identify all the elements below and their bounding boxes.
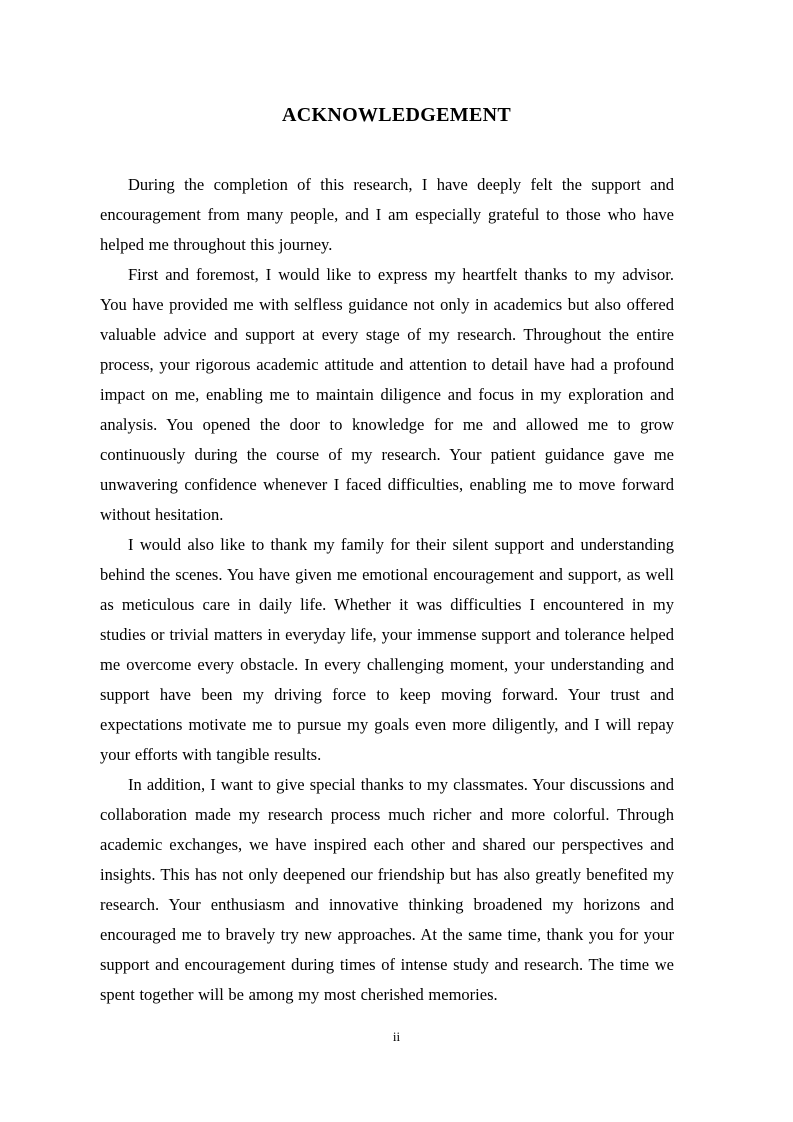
page-number: ii xyxy=(392,1029,401,1044)
paragraph-advisor: First and foremost, I would like to express my heartfelt thanks to my advisor. You have provided me with selfless guidance not only in academics but also offered valuable advice and support at every stage of my research. Throughout the entire process, your rigorous academic attitude and attention to detail have had a profound impact on me, enabling me to maintain diligence and focus in my exploration and analysis. You opened the door to knowledge for me and allowed me to grow continuously during the course of my research. Your patient guidance gave me unwavering confidence whenever I faced difficulties, enabling me to move forward without hesitation. xyxy=(100,265,674,524)
paragraph-classmates: In addition, I want to give special thanks to my classmates. Your discussions and collaboration made my research process much richer and more colorful. Through academic exchanges, we have inspired each other and shared our perspectives and insights. This has not only deepened our friendship but has also greatly benefited my research. Your enthusiasm and innovative thinking broadened my horizons and encouraged me to bravely try new approaches. At the same time, thank you for your support and encouragement during times of intense study and research. The time we spent together will be among my most cherished memories. xyxy=(100,775,674,1004)
paragraph-family: I would also like to thank my family for their silent support and understanding behind the scenes. You have given me emotional encouragement and support, as well as meticulous care in daily life. Whether it was difficulties I encountered in my studies or trivial matters in everyday life, your immense support and tolerance helped me overcome every obstacle. In every challenging moment, your understanding and support have been my driving force to keep moving forward. Your trust and expectations motivate me to pursue my goals even more diligently, and I will repay your efforts with tangible results. xyxy=(100,535,674,764)
document-body xyxy=(100,170,674,1010)
paragraph-intro: During the completion of this research, I have deeply felt the support and encouragement from many people, and I am especially grateful to those who have helped me throughout this journey. xyxy=(100,175,674,254)
page-title: ACKNOWLEDGEMENT xyxy=(282,104,511,126)
